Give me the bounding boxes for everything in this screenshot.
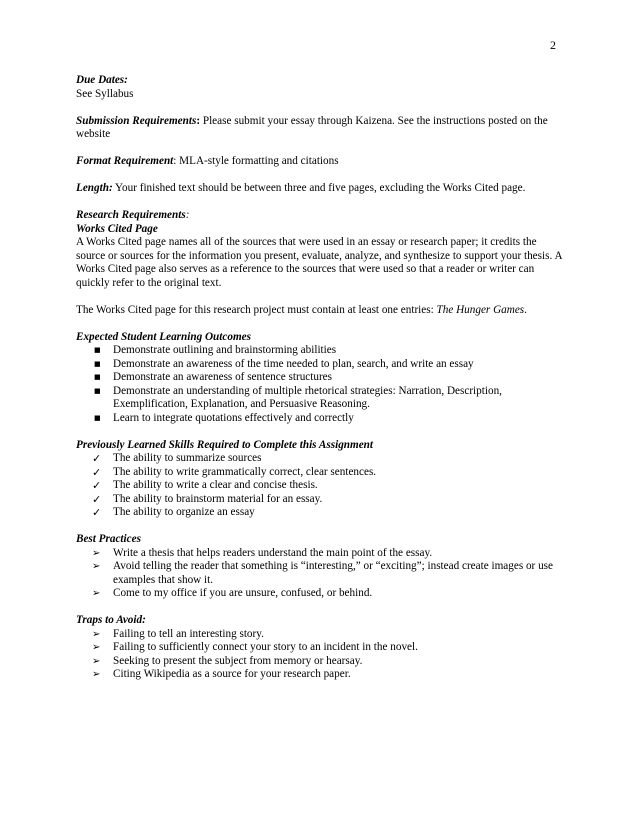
- checkmark-icon: ✓: [92, 452, 102, 465]
- list-item-text: The ability to brainstorm material for an essay.: [113, 492, 323, 505]
- research-heading-colon: :: [185, 209, 190, 221]
- document-body: [76, 74, 566, 695]
- submission-heading: Submission Requirements: [76, 114, 197, 127]
- checkmark-icon: ✓: [92, 465, 102, 479]
- arrow-bullet-icon: ➢: [92, 655, 101, 667]
- list-item: [76, 385, 566, 412]
- arrow-bullet-icon: ➢: [92, 561, 101, 572]
- checkmark-icon: ✓: [92, 492, 102, 506]
- research-heading: Research Requirements: [76, 209, 186, 221]
- square-bullet-icon: ■: [94, 346, 101, 354]
- format-section: [76, 155, 566, 169]
- list-item-text: Come to my office if you are unsure, confused, or behind.: [113, 587, 373, 599]
- traps-heading: Traps to Avoid:: [76, 614, 146, 626]
- list-item-text: Failing to sufficiently connect your story to an incident in the novel.: [113, 641, 418, 653]
- format-text: : MLA-style formatting and citations: [173, 155, 339, 167]
- list-item: [76, 412, 566, 426]
- length-text: Your finished text should be between three and five pages, excluding the Works Cited page.: [112, 182, 526, 194]
- list-item: [76, 466, 566, 480]
- requirement-end: .: [524, 303, 527, 316]
- arrow-bullet-icon: ➢: [92, 628, 101, 640]
- list-item: [76, 641, 566, 655]
- list-item-text: Demonstrate an awareness of the time needed to plan, search, and write an essay: [113, 357, 474, 370]
- checkmark-icon: ✓: [92, 479, 102, 492]
- arrow-bullet-icon: ➢: [92, 669, 101, 680]
- practices-heading: Best Practices: [76, 533, 141, 545]
- submission-text: Please submit your essay through Kaizena. See the instructions posted on the website: [76, 114, 548, 140]
- works-cited-subheading: Works Cited Page: [76, 222, 158, 235]
- length-section: [76, 182, 566, 196]
- list-item: [76, 493, 566, 507]
- list-item-text: The ability to write grammatically correct, clear sentences.: [113, 465, 377, 478]
- format-heading: Format Requirement: [76, 155, 174, 167]
- practices-heading-wrap: [76, 533, 566, 547]
- list-item-text: The ability to write a clear and concise thesis.: [113, 479, 318, 491]
- list-item-text: Demonstrate an understanding of multiple rhetorical strategies: Narration, Description, Exemplification, Explanation, and Persuasive Reasoning.: [113, 384, 502, 410]
- arrow-bullet-icon: ➢: [92, 547, 101, 559]
- list-item: [76, 371, 566, 385]
- list-item: [76, 344, 566, 358]
- list-item: [76, 547, 566, 561]
- requirement-book-title: The Hunger Games: [436, 303, 525, 316]
- length-heading: Length:: [76, 182, 113, 194]
- list-item: [76, 506, 566, 520]
- page-number: 2: [550, 38, 556, 52]
- list-item-text: Failing to tell an interesting story.: [113, 627, 264, 640]
- skills-list: [76, 452, 566, 520]
- works-cited-requirement: [76, 304, 566, 318]
- due-dates-heading: Due Dates:: [76, 74, 128, 86]
- list-item-text: Avoid telling the reader that something is “interesting,” or “exciting”; instead create images or use examples that show it.: [113, 560, 553, 586]
- list-item: [76, 655, 566, 669]
- submission-colon: :: [196, 114, 201, 127]
- checkmark-icon: ✓: [92, 506, 102, 519]
- list-item: [76, 358, 566, 372]
- list-item-text: Demonstrate an awareness of sentence structures: [113, 371, 332, 383]
- traps-heading-wrap: [76, 614, 566, 628]
- practices-list: [76, 547, 566, 601]
- list-item: [76, 560, 566, 587]
- list-item-text: Write a thesis that helps readers understand the main point of the essay.: [113, 546, 433, 559]
- skills-heading-wrap: [76, 439, 566, 453]
- list-item-text: Citing Wikipedia as a source for your research paper.: [113, 668, 351, 680]
- list-item: [76, 668, 566, 682]
- list-item: [76, 479, 566, 493]
- list-item-text: Learn to integrate quotations effectively and correctly: [113, 411, 354, 424]
- outcomes-list: [76, 344, 566, 425]
- research-section: [76, 209, 566, 290]
- list-item: [76, 587, 566, 601]
- square-bullet-icon: ■: [94, 359, 101, 368]
- outcomes-heading-wrap: [76, 331, 566, 345]
- square-bullet-icon: ■: [94, 386, 101, 395]
- arrow-bullet-icon: ➢: [92, 642, 101, 653]
- outcomes-heading: Expected Student Learning Outcomes: [76, 330, 251, 343]
- traps-list: [76, 628, 566, 682]
- list-item: [76, 628, 566, 642]
- list-item-text: Seeking to present the subject from memory or hearsay.: [113, 654, 363, 667]
- square-bullet-icon: ■: [94, 413, 101, 422]
- due-dates-section: [76, 74, 566, 101]
- list-item: [76, 452, 566, 466]
- submission-section: [76, 115, 566, 142]
- due-dates-text: See Syllabus: [76, 87, 134, 100]
- square-bullet-icon: ■: [94, 373, 101, 381]
- list-item-text: Demonstrate outlining and brainstorming abilities: [113, 344, 337, 356]
- arrow-bullet-icon: ➢: [92, 588, 101, 599]
- list-item-text: The ability to summarize sources: [113, 452, 262, 464]
- requirement-text: The Works Cited page for this research project must contain at least one entries:: [76, 303, 437, 316]
- skills-heading: Previously Learned Skills Required to Complete this Assignment: [76, 438, 374, 451]
- works-cited-description: A Works Cited page names all of the sources that were used in an essay or research paper; it credits the source or sources for the information you present, evaluate, analyze, and synthesize to support your thesis. A Works Cited page also serves as a reference to the sources that were used so that a reader or writer can quickly refer to the original text.: [76, 236, 562, 289]
- list-item-text: The ability to organize an essay: [113, 506, 255, 518]
